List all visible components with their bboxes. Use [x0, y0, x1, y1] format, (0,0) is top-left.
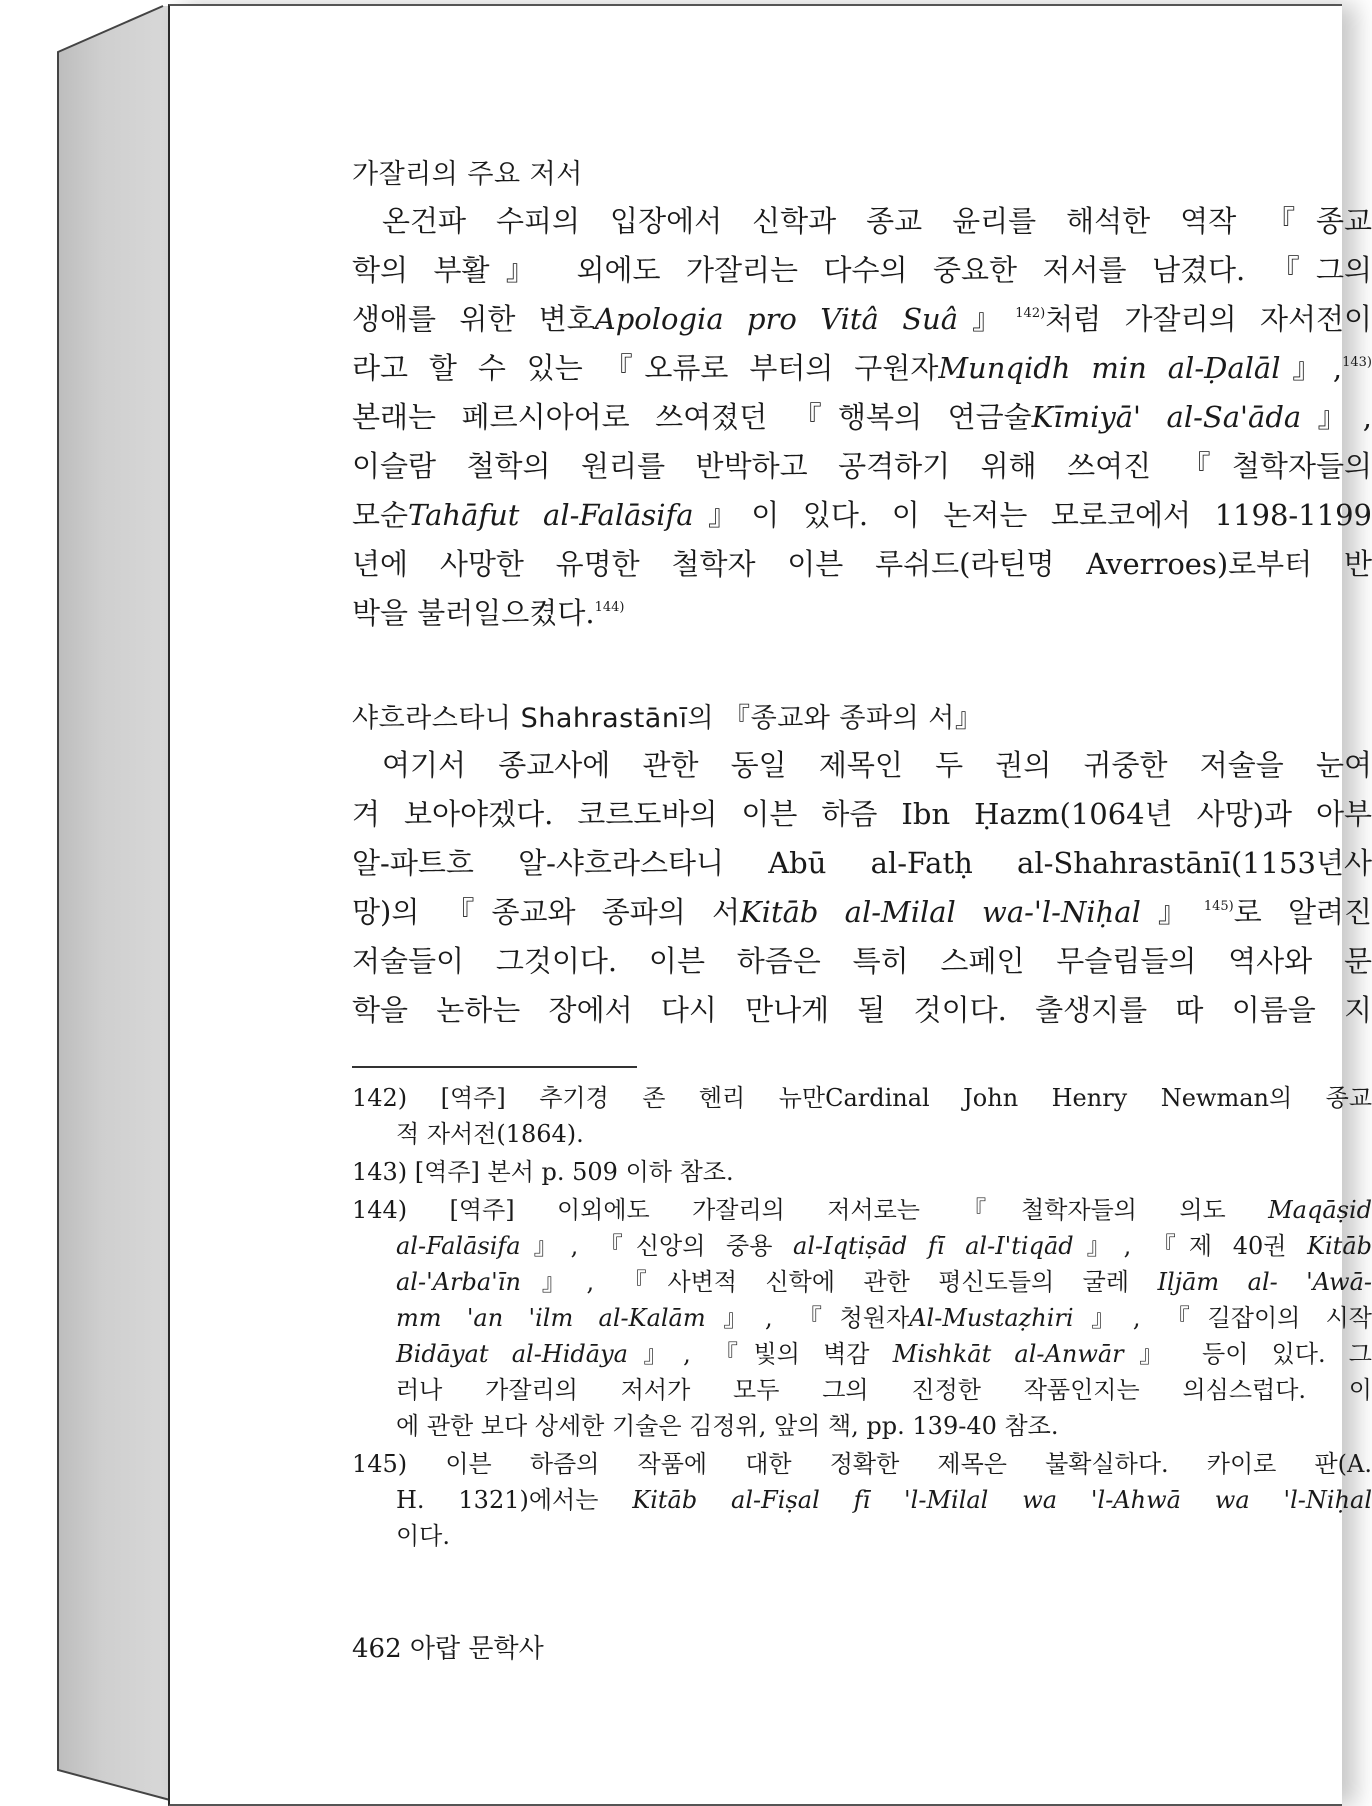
footnote-142: 142) [역주] 추기경 존 헨리 뉴만Cardinal John Henry Newman의 종교: [352, 1084, 1372, 1112]
paragraph-line: 본래는 페르시아어로 쓰여졌던 『행복의 연금술Kīmiyā' al-Sa'āda』,: [352, 400, 1372, 434]
section-heading-ghazali-works: 가잘리의 주요 저서: [352, 159, 583, 190]
paragraph-line: 저술들이 그것이다. 이븐 하즘은 특히 스페인 무슬림들의 역사와 문: [352, 944, 1372, 978]
paragraph-line: 박을 불러일으켰다.$^{144)}$: [352, 596, 625, 630]
footnote-144-cont: al-'Arba'īn』, 『사변적 신학에 관한 평신도들의 굴레 Iljām al- 'Awā-: [396, 1268, 1372, 1296]
paragraph-line: 학의 부활』 외에도 가잘리는 다수의 중요한 저서를 남겼다. 『그의: [352, 253, 1372, 287]
footnote-145-cont: 이다.: [396, 1522, 450, 1550]
footnote-ref-143: 143): [1342, 355, 1372, 370]
footnote-144-cont: 러나 가잘리의 저서가 모두 그의 진정한 작품인지는 의심스럽다. 이: [396, 1376, 1372, 1404]
section-heading-shahrastani: 샤흐라스타니 Shahrastānī의 『종교와 종파의 서』: [352, 703, 983, 734]
footnote-142-cont: 적 자서전(1864).: [396, 1120, 584, 1148]
paragraph-line: 망)의 『종교와 종파의 서Kitāb al-Milal wa-'l-Niḥal』$^{145)}$로 알려진: [352, 895, 1372, 929]
paragraph-line: 라고 할 수 있는 『오류로 부터의 구원자Munqidh min al-Ḍalāl』,$^{143)}$: [352, 351, 1372, 385]
paragraph-line: 생애를 위한 변호Apologia pro Vitâ Suâ』$^{142)}$처럼 가잘리의 자서전이: [352, 302, 1372, 336]
paragraph-line: 여기서 종교사에 관한 동일 제목인 두 권의 귀중한 저술을 눈여: [382, 748, 1372, 782]
footnote-144-cont: al-Falāsifa』, 『신앙의 중용 al-Iqtiṣād fī al-I'tiqād』, 『제 40권 Kitāb: [396, 1232, 1372, 1260]
paragraph-line: 년에 사망한 유명한 철학자 이븐 루쉬드(라틴명 Averroes)로부터 반: [352, 547, 1372, 581]
page-footer: 462 아랍 문학사: [352, 1634, 544, 1664]
footnote-143: 143) [역주] 본서 p. 509 이하 참조.: [352, 1158, 734, 1186]
paragraph-line: 알-파트흐 알-샤흐라스타니 Abū al-Fatḥ al-Shahrastānī(1153년사: [352, 846, 1372, 880]
book-spine: [58, 0, 170, 1806]
footnote-ref-145: 145): [1203, 899, 1234, 914]
footnote-144-cont: 에 관한 보다 상세한 기술은 김정위, 앞의 책, pp. 139-40 참조.: [396, 1412, 1059, 1440]
footnote-ref-144: 144): [594, 600, 625, 615]
paragraph-line: 온건파 수피의 입장에서 신학과 종교 윤리를 해석한 역작 『종교: [382, 204, 1372, 238]
paragraph-line: 겨 보아야겠다. 코르도바의 이븐 하즘 Ibn Ḥazm(1064년 사망)과 아부: [352, 797, 1372, 831]
footnote-144-cont: Bidāyat al-Hidāya』, 『빛의 벽감 Mishkāt al-Anwār』 등이 있다. 그: [396, 1340, 1372, 1368]
paragraph-line: 모순Tahāfut al-Falāsifa』이 있다. 이 논저는 모로코에서 1198-1199: [352, 498, 1372, 532]
footnote-145: 145) 이븐 하즘의 작품에 대한 정확한 제목은 불확실하다. 카이로 판(A.: [352, 1450, 1372, 1478]
footnote-144: 144) [역주] 이외에도 가잘리의 저서로는 『철학자들의 의도 Maqāṣid: [352, 1196, 1372, 1224]
paragraph-line: 이슬람 철학의 원리를 반박하고 공격하기 위해 쓰여진 『철학자들의: [352, 449, 1372, 483]
footnote-145-cont: H. 1321)에서는 Kitāb al-Fiṣal fī 'l-Milal wa 'l-Ahwā wa 'l-Niḥal: [396, 1486, 1372, 1514]
footnote-144-cont: mm 'an 'ilm al-Kalām』, 『청원자Al-Mustaẓhiri』, 『길잡이의 시작: [396, 1304, 1372, 1332]
paragraph-line: 학을 논하는 장에서 다시 만나게 될 것이다. 출생지를 따 이름을 지: [352, 993, 1372, 1027]
footnote-separator: [352, 1066, 637, 1068]
book-page: [168, 4, 1372, 1806]
footnote-ref-142: 142): [1015, 306, 1046, 321]
